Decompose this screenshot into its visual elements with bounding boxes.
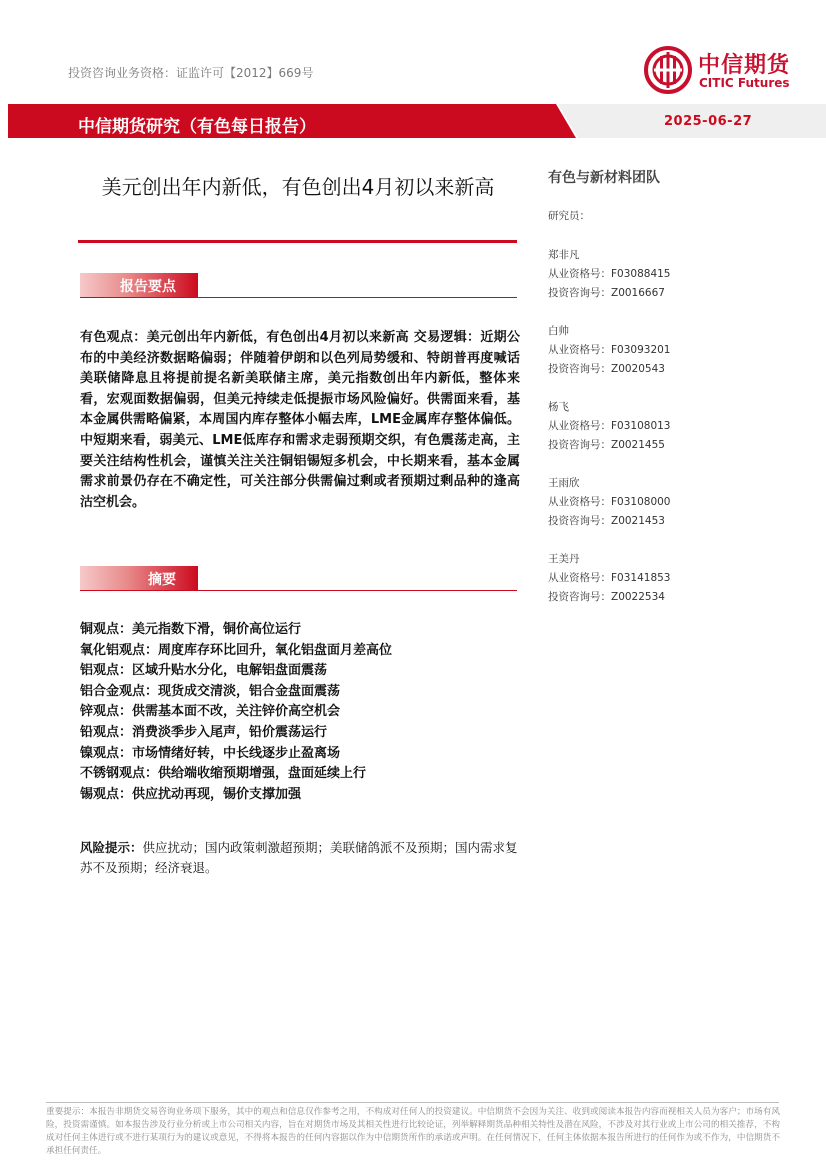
cert-label: 从业资格号：	[548, 420, 611, 432]
analyst-cert	[548, 493, 788, 512]
citic-logo-icon	[644, 46, 692, 94]
company-logo	[644, 46, 804, 96]
analyst-cert	[548, 265, 788, 284]
cert-number: F03141853	[611, 572, 671, 584]
section-divider	[80, 297, 517, 298]
analyst-card	[548, 550, 788, 626]
analyst-name: 郑非凡	[548, 249, 580, 261]
summary-item: 铝观点：区域升贴水分化，电解铝盘面震荡	[80, 663, 328, 679]
advisory-number: Z0022534	[611, 591, 665, 603]
analyst-cert	[548, 341, 788, 360]
section-tag-keypoints	[80, 273, 198, 297]
advisory-label: 投资咨询号：	[548, 515, 611, 527]
advisory-number: Z0021455	[611, 439, 665, 451]
cert-label: 从业资格号：	[548, 496, 611, 508]
license-text: 投资咨询业务资格：证监许可【2012】669号	[68, 66, 314, 80]
advisory-label: 投资咨询号：	[548, 439, 611, 451]
footer-divider	[46, 1102, 779, 1103]
researcher-label: 研究员：	[548, 210, 590, 222]
report-date: 2025-06-27	[664, 114, 753, 129]
cert-number: F03108000	[611, 496, 671, 508]
analyst-list	[548, 246, 788, 626]
advisory-number: Z0021453	[611, 515, 665, 527]
report-title: 美元创出年内新低，有色创出4月初以来新高	[101, 175, 495, 199]
risk-label: 风险提示：	[80, 840, 143, 855]
analyst-card	[548, 322, 788, 398]
summary-item: 铝合金观点：现货成交清淡，铝合金盘面震荡	[80, 683, 341, 699]
section-tag-summary	[80, 566, 198, 590]
summary-item: 镍观点：市场情绪好转，中长线逐步止盈离场	[80, 745, 341, 761]
analyst-cert	[548, 417, 788, 436]
section-divider	[80, 590, 517, 591]
team-name: 有色与新材料团队	[548, 170, 660, 186]
summary-item: 不锈钢观点：供给端收缩预期增强，盘面延续上行	[80, 766, 367, 782]
summary-item: 铅观点：消费淡季步入尾声，铅价震荡运行	[80, 724, 328, 740]
section-tag-label: 报告要点	[120, 279, 176, 295]
logo-english-name: CITIC Futures	[699, 76, 790, 90]
analyst-card	[548, 246, 788, 322]
analyst-advisory	[548, 436, 788, 455]
disclaimer-text: 重要提示：本报告非期货交易咨询业务项下服务，其中的观点和信息仅作参考之用，不构成对任何人的投资建议。中信期货不会因为关注、收到或阅读本报告内容而视相关人员为客户；市场有风险，投资需谨慎。如本报告涉及行业分析或上市公司相关内容，旨在对期货市场及其相关性进行比较论证，列举解释期货品种相关特性及潜在风险，不涉及对其行业或上市公司的相关推荐，不构成对任何主体进行或不进行某项行为的建议或意见，不得将本报告的任何内容据以作为中信期货所作的承诺或声明。在任何情况下，任何主体依据本报告所进行的任何作为或不作为，中信期货不承担任何责任。	[46, 1107, 780, 1156]
analyst-advisory	[548, 360, 788, 379]
analyst-cert	[548, 569, 788, 588]
risk-text: 供应扰动；国内政策刺激超预期；美联储鸽派不及预期；国内需求复苏不及预期；经济衰退。	[80, 840, 518, 875]
banner-title: 中信期货研究（有色每日报告）	[78, 117, 316, 137]
cert-number: F03093201	[611, 344, 671, 356]
analyst-card	[548, 398, 788, 474]
advisory-label: 投资咨询号：	[548, 287, 611, 299]
analyst-name: 王雨欣	[548, 477, 580, 489]
analyst-name: 白帅	[548, 325, 569, 337]
logo-chinese-name: 中信期货	[698, 53, 791, 78]
title-divider	[78, 240, 517, 243]
advisory-label: 投资咨询号：	[548, 591, 611, 603]
risk-notice	[80, 838, 520, 878]
cert-number: F03088415	[611, 268, 671, 280]
summary-item: 铜观点：美元指数下滑，铜价高位运行	[80, 622, 302, 637]
analyst-name: 王美丹	[548, 553, 580, 565]
analyst-advisory	[548, 512, 788, 531]
advisory-number: Z0020543	[611, 363, 665, 375]
analyst-card	[548, 474, 788, 550]
summary-item: 锌观点：供需基本面不改，关注锌价高空机会	[80, 704, 341, 720]
summary-item: 氧化铝观点：周度库存环比回升，氧化铝盘面月差高位	[80, 642, 393, 658]
cert-label: 从业资格号：	[548, 268, 611, 280]
advisory-number: Z0016667	[611, 287, 665, 299]
summary-list	[80, 620, 520, 805]
cert-number: F03108013	[611, 420, 671, 432]
section-tag-label: 摘要	[148, 572, 176, 588]
advisory-label: 投资咨询号：	[548, 363, 611, 375]
analyst-name: 杨飞	[548, 401, 569, 413]
summary-item: 锡观点：供应扰动再现，锡价支撑加强	[80, 786, 302, 802]
analyst-advisory	[548, 588, 788, 607]
cert-label: 从业资格号：	[548, 572, 611, 584]
analyst-advisory	[548, 284, 788, 303]
cert-label: 从业资格号：	[548, 344, 611, 356]
keypoints-paragraph: 有色观点：美元创出年内新低，有色创出4月初以来新高 交易逻辑：近期公布的中美经济数据略偏弱；伴随着伊朗和以色列局势缓和、特朗普再度喊话美联储降息且将提前提名新美联储主席，美元指数创出年内新低，整体来看，宏观面数据偏弱，但美元持续走低提振市场风险偏好。供需面来看，基本金属供需略偏紧，本周国内库存整体小幅去库，LME金属库存整体偏低。中短期来看，弱美元、LME低库存和需求走弱预期交织，有色震荡走高，主要关注结构性机会，谨慎关注关注铜铝锡短多机会，中长期来看，基本金属需求前景仍存在不确定性，可关注部分供需偏过剩或者预期过剩品种的逢高沽空机会。	[80, 330, 520, 510]
